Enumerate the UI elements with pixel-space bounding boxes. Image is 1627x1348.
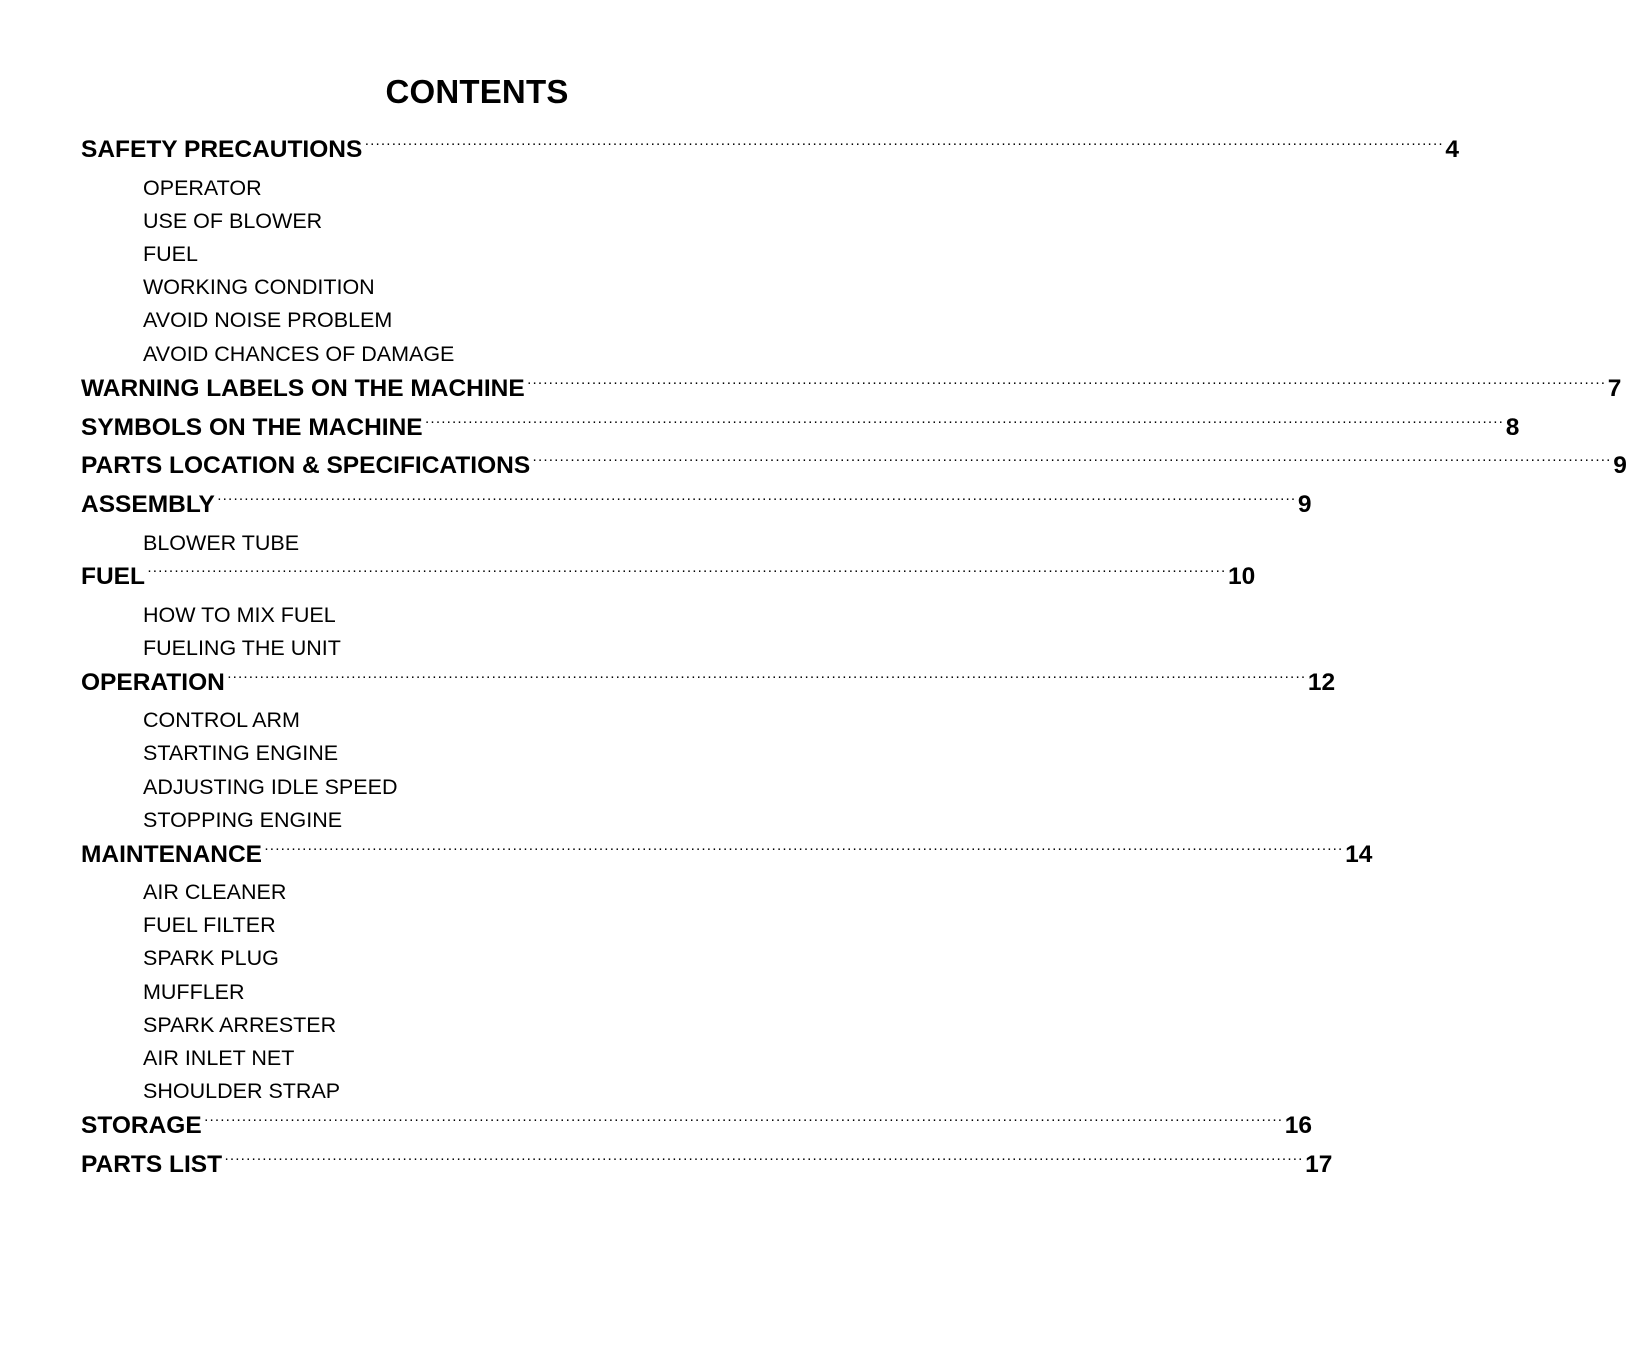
toc-entry-maintenance	[81, 840, 1373, 870]
toc-subentry: HOW TO MIX FUEL	[143, 603, 336, 627]
dot-leader: ········································································································································································································	[532, 451, 1612, 468]
toc-subentry: SHOULDER STRAP	[143, 1079, 341, 1103]
toc-entry-label: PARTS LIST	[81, 1151, 223, 1178]
toc-subentry: FUEL FILTER	[143, 913, 276, 937]
toc-entry-parts-location	[81, 451, 1627, 481]
toc-entry-operation	[81, 668, 1336, 698]
dot-leader: ········································································································································································································	[364, 135, 1444, 152]
toc-entry-page: 14	[1345, 841, 1373, 868]
toc-subentry: AVOID NOISE PROBLEM	[143, 308, 393, 332]
toc-subentry: ADJUSTING IDLE SPEED	[143, 775, 398, 799]
dot-leader: ········································································································································································································	[224, 1150, 1304, 1167]
toc-entry-page: 9	[1613, 452, 1627, 479]
toc-entry-label: PARTS LOCATION & SPECIFICATIONS	[81, 452, 531, 479]
dot-leader: ········································································································································································································	[146, 562, 1226, 579]
toc-entry-page: 10	[1228, 563, 1256, 590]
toc-entry-page: 17	[1305, 1151, 1333, 1178]
dot-leader: ········································································································································································································	[424, 413, 1504, 430]
toc-entry-page: 16	[1284, 1112, 1313, 1139]
toc-entry-warning-labels	[81, 374, 1622, 404]
toc-entry-label: FUEL	[81, 563, 145, 590]
toc-subentry: USE OF BLOWER	[143, 209, 323, 233]
toc-entry-fuel	[81, 562, 1256, 592]
dot-leader: ········································································································································································································	[226, 668, 1306, 685]
toc-entry-safety-precautions	[81, 135, 1460, 165]
toc-entry-label: STORAGE	[81, 1112, 202, 1139]
dot-leader: ········································································································································································································	[526, 374, 1606, 391]
toc-subentry: FUEL	[143, 242, 198, 266]
toc-subentry: FUELING THE UNIT	[143, 636, 341, 660]
toc-entry-label: OPERATION	[81, 669, 225, 696]
dot-leader: ········································································································································································································	[264, 840, 1344, 857]
page-title: CONTENTS	[385, 73, 569, 110]
toc-entry-page: 7	[1607, 375, 1622, 402]
toc-subentry: WORKING CONDITION	[143, 275, 375, 299]
toc-subentry: MUFFLER	[143, 980, 245, 1004]
toc-entry-label: WARNING LABELS ON THE MACHINE	[81, 375, 525, 402]
toc-subentry: AIR CLEANER	[143, 880, 287, 904]
toc-subentry: BLOWER TUBE	[143, 531, 300, 555]
toc-entry-page: 12	[1307, 669, 1336, 696]
toc-entry-label: MAINTENANCE	[81, 841, 263, 868]
toc-entry-parts-list	[81, 1150, 1333, 1180]
toc-subentry: SPARK ARRESTER	[143, 1013, 337, 1037]
toc-entry-page: 4	[1445, 136, 1460, 163]
dot-leader: ········································································································································································································	[203, 1111, 1283, 1128]
toc-entry-storage	[81, 1111, 1313, 1141]
toc-entry-page: 9	[1297, 491, 1312, 518]
toc-subentry: CONTROL ARM	[143, 708, 300, 732]
toc-subentry: AIR INLET NET	[143, 1046, 295, 1070]
toc-entry-symbols	[81, 413, 1520, 443]
toc-subentry: SPARK PLUG	[143, 946, 279, 970]
toc-subentry: STARTING ENGINE	[143, 741, 339, 765]
toc-entry-label: ASSEMBLY	[81, 491, 215, 518]
toc-entry-page: 8	[1505, 414, 1520, 441]
dot-leader: ········································································································································································································	[216, 490, 1296, 507]
toc-subentry: AVOID CHANCES OF DAMAGE	[143, 342, 455, 366]
toc-entry-label: SAFETY PRECAUTIONS	[81, 136, 363, 163]
toc-subentry: OPERATOR	[143, 176, 262, 200]
toc-entry-label: SYMBOLS ON THE MACHINE	[81, 414, 423, 441]
toc-subentry: STOPPING ENGINE	[143, 808, 343, 832]
toc-entry-assembly	[81, 490, 1312, 520]
